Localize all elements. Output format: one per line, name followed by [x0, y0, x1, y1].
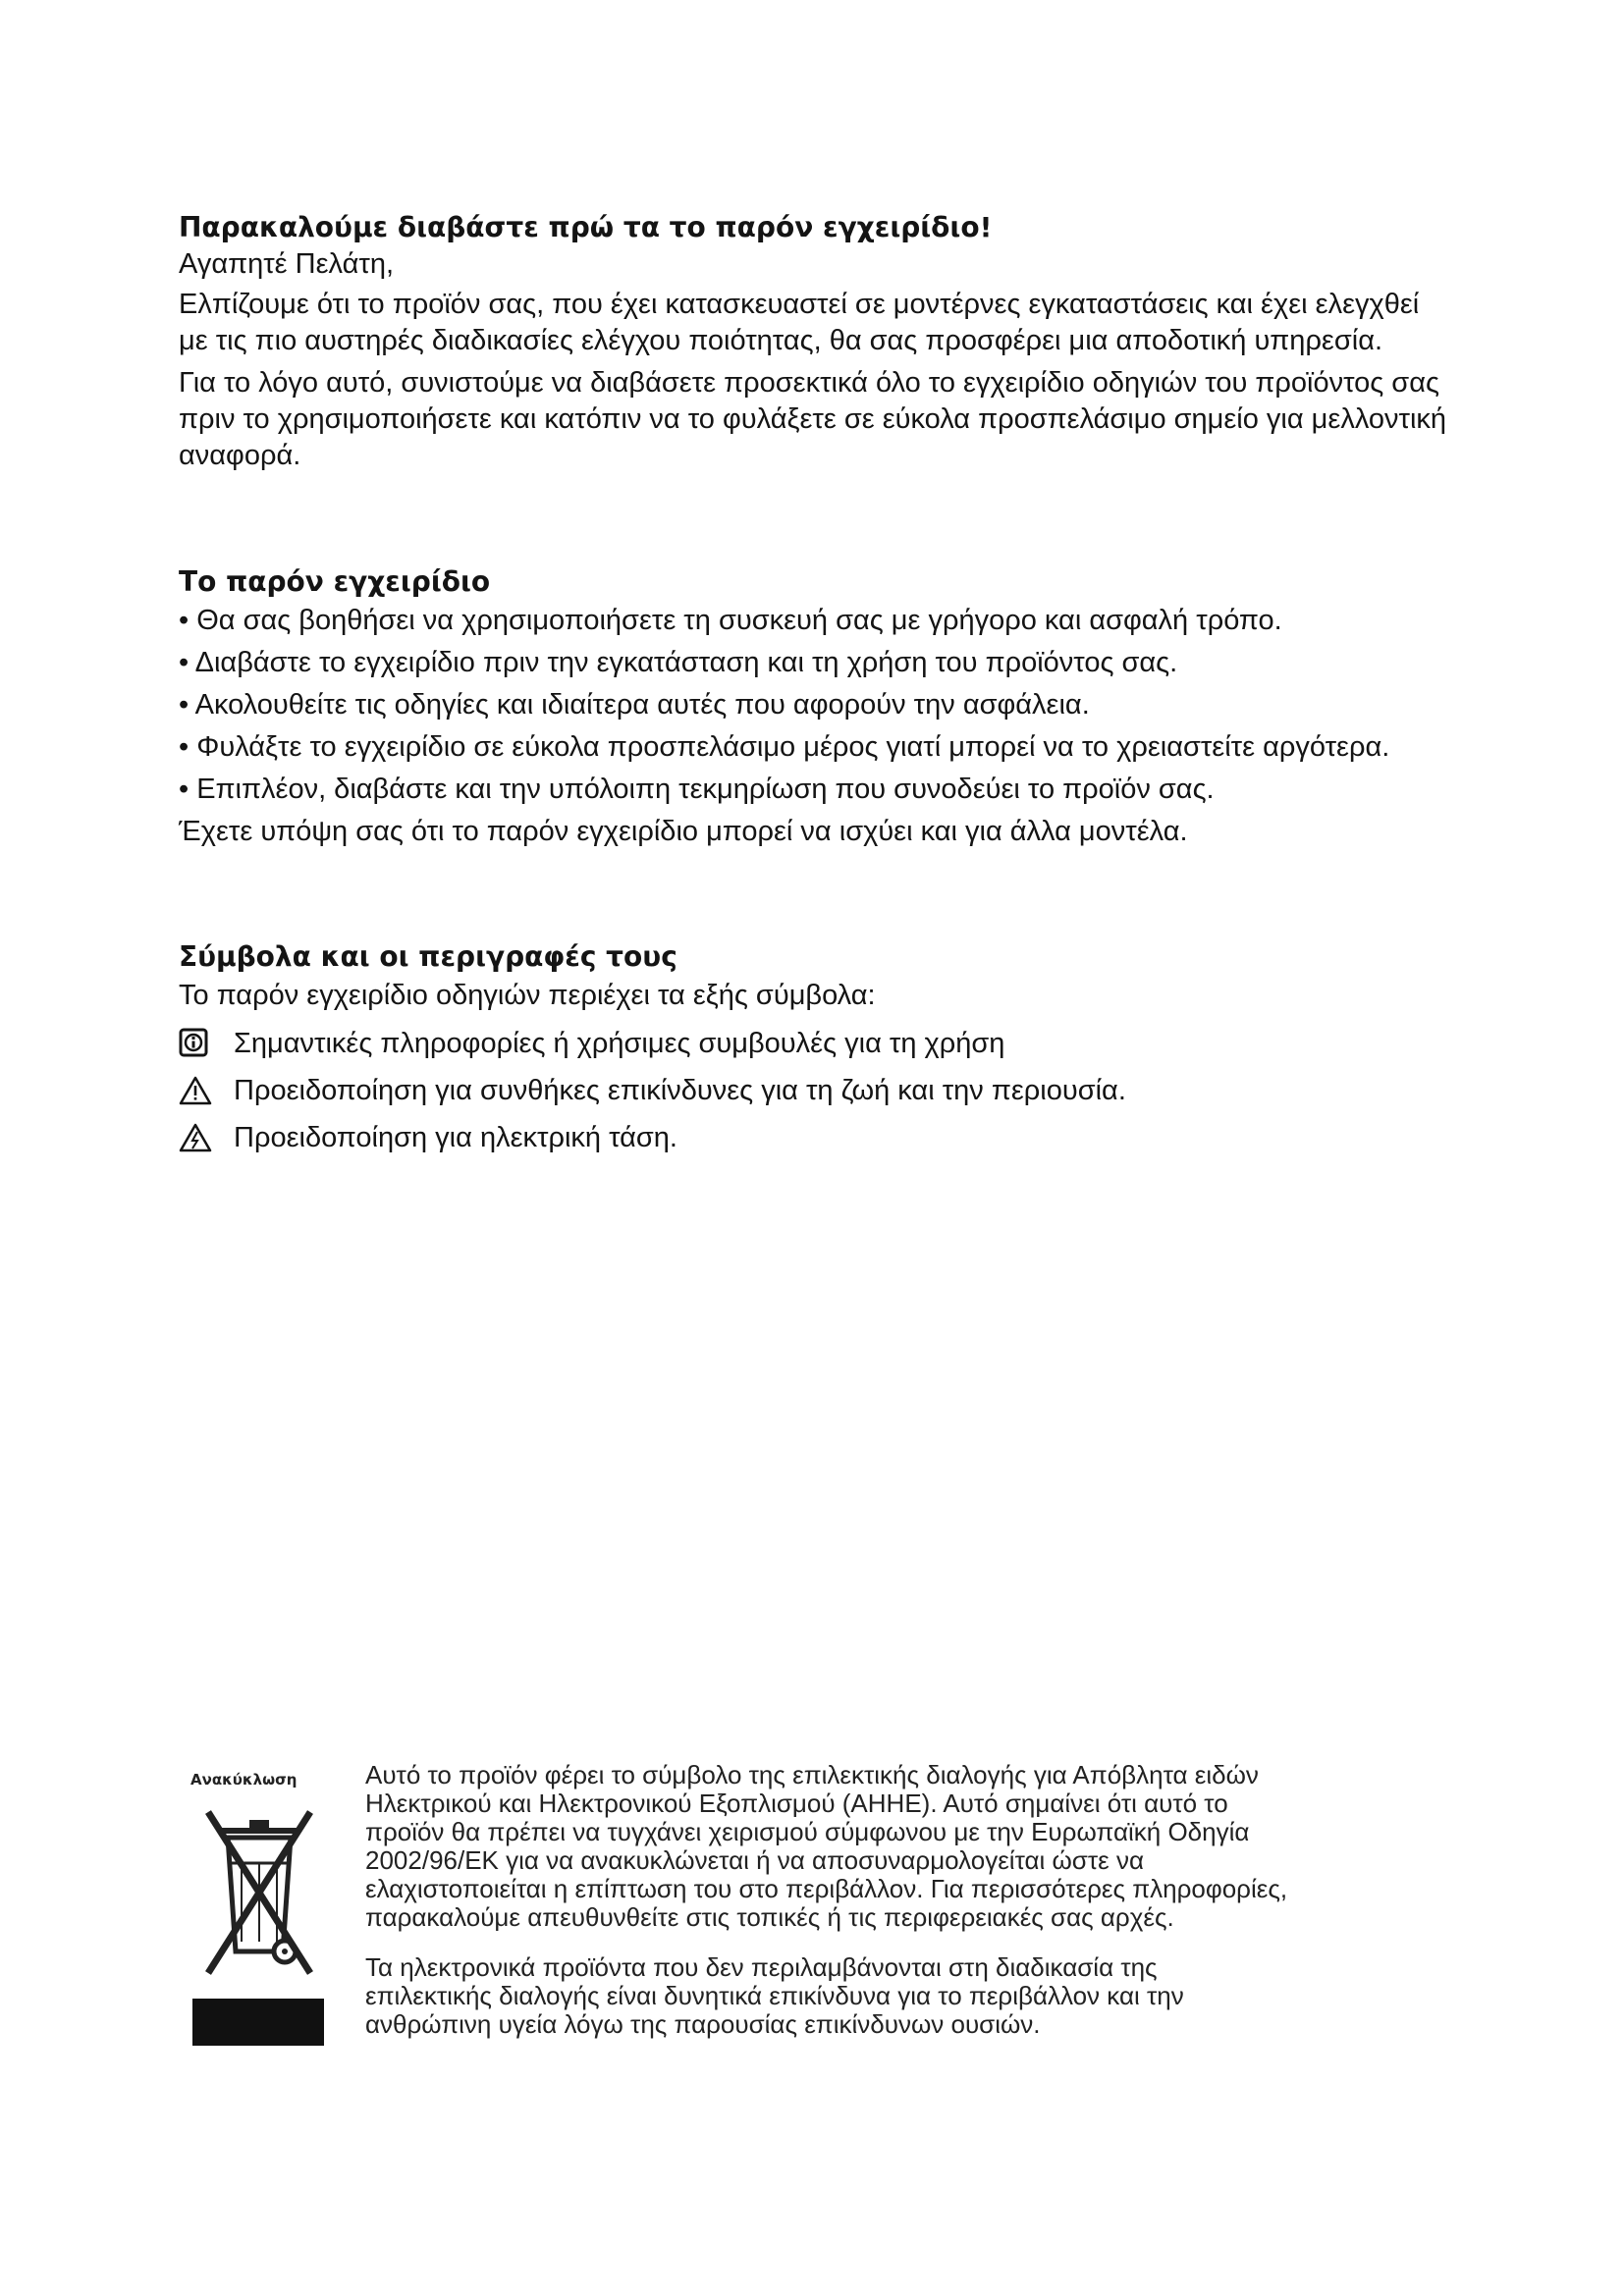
intro-title: Παρακαλούμε διαβάστε πρώ τα το παρόν εγχειρίδιο!: [179, 211, 993, 243]
manual-section: [179, 563, 1455, 856]
info-icon: [179, 1028, 212, 1061]
recycling-section: [189, 1757, 1318, 2091]
manual-bullet: • Θα σας βοηθήσει να χρησιμοποιήσετε τη συσκευή σας με γρήγορο και ασφαλή τρόπο.: [179, 605, 1282, 636]
symbol-item-text: Προειδοποίηση για ηλεκτρική τάση.: [234, 1122, 677, 1153]
warning-icon: [179, 1075, 212, 1108]
manual-note: Έχετε υπόψη σας ότι το παρόν εγχειρίδιο μπορεί να ισχύει και για άλλα μοντέλα.: [179, 816, 1188, 847]
symbols-section: [179, 938, 1455, 1167]
weee-black-bar: [192, 1999, 324, 2046]
recycling-paragraph-2: Τα ηλεκτρονικά προϊόντα που δεν περιλαμβάνονται στη διαδικασία της επιλεκτικής διαλογής είναι δυνητικά επικίνδυνα για το περιβάλλον και την ανθρώπινη υγεία λόγω της παρουσίας επικίνδυνων ουσιών.: [365, 1952, 1184, 2039]
manual-bullet: • Ακολουθείτε τις οδηγίες και ιδιαίτερα αυτές που αφορούν την ασφάλεια.: [179, 689, 1090, 721]
intro-paragraph-2: Για το λόγο αυτό, συνιστούμε να διαβάσετε προσεκτικά όλο το εγχειρίδιο οδηγιών του προϊόντος σας πριν το χρησιμοποιήσετε και κατόπιν να το φυλάξετε σε εύκολα προσπελάσιμο σημείο για μελλοντική αναφορά.: [179, 367, 1447, 471]
intro-paragraph-1: Ελπίζουμε ότι το προϊόν σας, που έχει κατασκευαστεί σε μοντέρνες εγκαταστάσεις και έχει ελεγχθεί με τις πιο αυστηρές διαδικασίες ελέγχου ποιότητας, θα σας προσφέρει μια αποδοτική υπηρεσία.: [179, 289, 1420, 356]
electric-warning-icon: [179, 1122, 212, 1155]
intro-section: [179, 209, 1455, 480]
symbol-item-warning: [179, 1073, 1455, 1109]
manual-bullet: • Επιπλέον, διαβάστε και την υπόλοιπη τεκμηρίωση που συνοδεύει το προϊόν σας.: [179, 774, 1215, 805]
symbol-item-text: Προειδοποίηση για συνθήκες επικίνδυνες για τη ζωή και την περιουσία.: [234, 1075, 1126, 1106]
crossed-bin-icon: [200, 1804, 318, 1991]
symbols-intro: Το παρόν εγχειρίδιο οδηγιών περιέχει τα εξής σύμβολα:: [179, 980, 876, 1011]
symbols-heading: Σύμβολα και οι περιγραφές τους: [179, 940, 677, 973]
symbol-item-electric-warning: [179, 1120, 1455, 1156]
manual-bullet: • Διαβάστε το εγχειρίδιο πριν την εγκατάσταση και τη χρήση του προϊόντος σας.: [179, 647, 1178, 678]
recycling-text: [365, 1761, 1288, 2060]
manual-bullet: • Φυλάξτε το εγχειρίδιο σε εύκολα προσπελάσιμο μέρος γιατί μπορεί να το χρειαστείτε αργότερα.: [179, 731, 1390, 763]
recycling-title: Ανακύκλωση: [190, 1771, 298, 1789]
greeting: Αγαπητέ Πελάτη,: [179, 248, 395, 280]
recycling-paragraph-1: Αυτό το προϊόν φέρει το σύμβολο της επιλεκτικής διαλογής για Απόβλητα ειδών Ηλεκτρικού και Ηλεκτρονικού Εξοπλισμού (ΑΗΗΕ). Αυτό σημαίνει ότι αυτό το προϊόν θα πρέπει να τυγχάνει χειρισμού σύμφωνου με την Ευρωπαϊκή Οδηγία 2002/96/ΕΚ για να ανακυκλώνεται ή να αποσυναρμολογείται ώστε να ελαχιστοποιείται η επίπτωση του στο περιβάλλον. Για περισσότερες πληροφορίες, παρακαλούμε απευθυνθείτε στις τοπικές ή τις περιφερειακές σας αρχές.: [365, 1760, 1288, 1932]
symbol-item-text: Σημαντικές πληροφορίες ή χρήσιμες συμβουλές για τη χρήση: [234, 1028, 1005, 1059]
symbol-item-info: [179, 1026, 1455, 1062]
manual-heading: Το παρόν εγχειρίδιο: [179, 565, 491, 598]
